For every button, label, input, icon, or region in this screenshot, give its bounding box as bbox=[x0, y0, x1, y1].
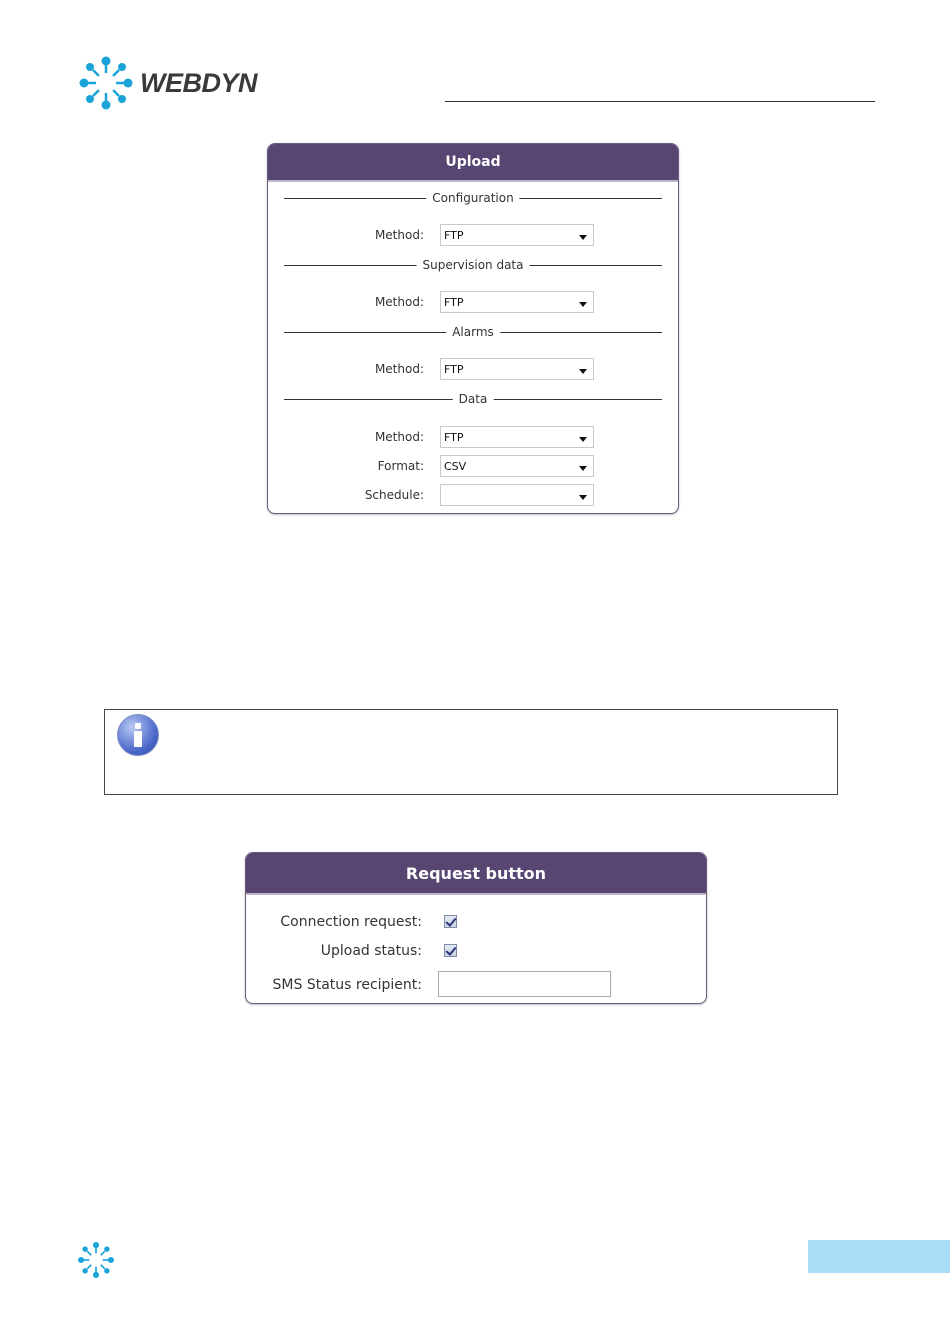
section-alarms-label: Alarms bbox=[446, 324, 500, 340]
request-button-panel bbox=[245, 852, 707, 1004]
data-schedule-row bbox=[268, 484, 678, 508]
alarms-method-row bbox=[268, 358, 678, 382]
info-note-box bbox=[104, 709, 838, 795]
brand-logo bbox=[78, 55, 257, 111]
sms-status-recipient-input[interactable] bbox=[438, 971, 611, 997]
checkmark-icon bbox=[445, 944, 456, 956]
dropdown-arrow-icon bbox=[579, 235, 587, 240]
sms-status-row bbox=[246, 971, 706, 995]
checkmark-icon bbox=[445, 915, 456, 927]
section-configuration bbox=[284, 190, 662, 206]
dropdown-arrow-icon bbox=[579, 495, 587, 500]
data-format-row bbox=[268, 455, 678, 479]
supervision-method-select[interactable] bbox=[440, 291, 594, 313]
info-icon bbox=[117, 714, 159, 756]
alarms-method-value: FTP bbox=[444, 363, 464, 376]
data-method-row bbox=[268, 426, 678, 450]
dropdown-arrow-icon bbox=[579, 369, 587, 374]
webdyn-logo-icon bbox=[78, 55, 134, 111]
brand-name: WEBDYN bbox=[140, 67, 257, 98]
data-format-select[interactable] bbox=[440, 455, 594, 477]
section-data bbox=[284, 391, 662, 407]
section-alarms bbox=[284, 324, 662, 340]
section-configuration-label: Configuration bbox=[426, 190, 519, 206]
section-data-label: Data bbox=[453, 391, 494, 407]
footer-page-tab bbox=[808, 1240, 950, 1273]
alarms-method-label: Method: bbox=[374, 362, 424, 376]
upload-panel-title: Upload bbox=[268, 144, 678, 182]
connection-request-label: Connection request: bbox=[280, 914, 422, 930]
request-panel-title: Request button bbox=[246, 853, 706, 895]
section-supervision-label: Supervision data bbox=[417, 257, 530, 273]
dropdown-arrow-icon bbox=[579, 302, 587, 307]
supervision-method-row bbox=[268, 291, 678, 315]
supervision-method-value: FTP bbox=[444, 296, 464, 309]
upload-status-checkbox[interactable] bbox=[444, 944, 457, 957]
data-method-select[interactable] bbox=[440, 426, 594, 448]
sms-status-label: SMS Status recipient: bbox=[272, 977, 422, 993]
configuration-method-row bbox=[268, 224, 678, 248]
data-method-value: FTP bbox=[444, 431, 464, 444]
data-schedule-label: Schedule: bbox=[364, 488, 424, 502]
data-format-value: CSV bbox=[444, 460, 467, 473]
dropdown-arrow-icon bbox=[579, 466, 587, 471]
data-format-label: Format: bbox=[377, 459, 424, 473]
webdyn-small-logo-icon bbox=[77, 1241, 115, 1279]
connection-request-checkbox[interactable] bbox=[444, 915, 457, 928]
upload-status-row bbox=[246, 940, 706, 964]
header-divider bbox=[445, 101, 875, 102]
data-method-label: Method: bbox=[374, 430, 424, 444]
configuration-method-value: FTP bbox=[444, 229, 464, 242]
configuration-method-select[interactable] bbox=[440, 224, 594, 246]
upload-panel bbox=[267, 143, 679, 514]
supervision-method-label: Method: bbox=[374, 295, 424, 309]
upload-status-label: Upload status: bbox=[320, 943, 422, 959]
connection-request-row bbox=[246, 911, 706, 935]
configuration-method-label: Method: bbox=[374, 228, 424, 242]
dropdown-arrow-icon bbox=[579, 437, 587, 442]
alarms-method-select[interactable] bbox=[440, 358, 594, 380]
section-supervision-data bbox=[284, 257, 662, 273]
data-schedule-select[interactable] bbox=[440, 484, 594, 506]
